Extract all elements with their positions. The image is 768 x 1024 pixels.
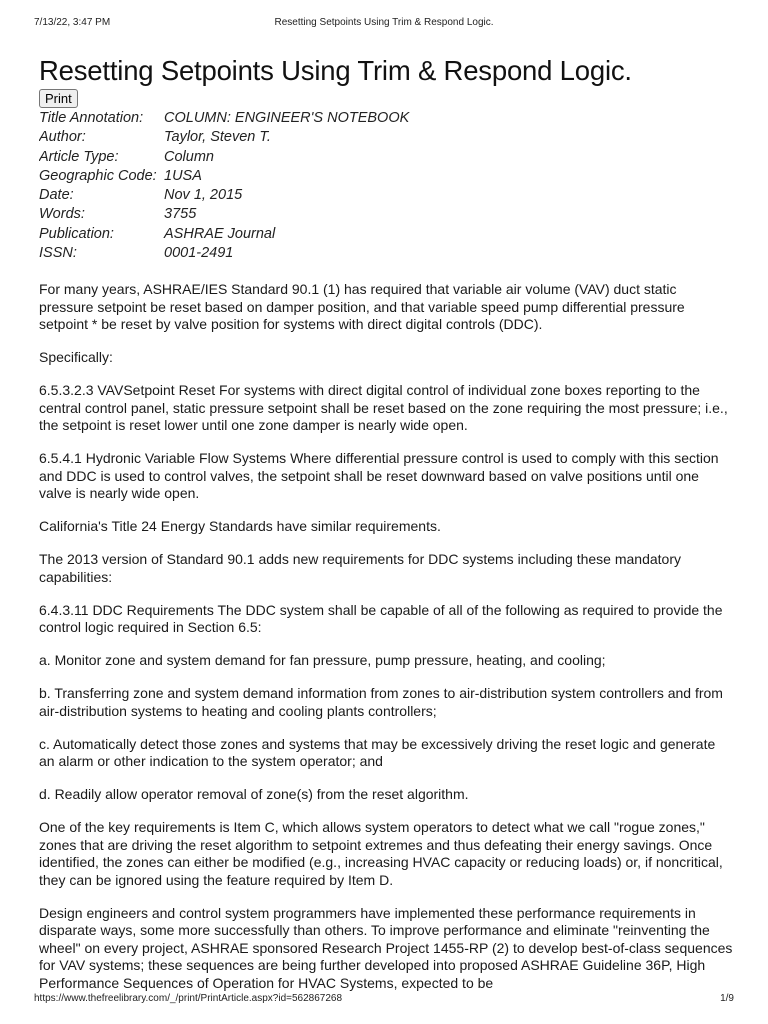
article-body <box>39 281 733 992</box>
paragraph: a. Monitor zone and system demand for fan pressure, pump pressure, heating, and cooling; <box>39 652 606 669</box>
paragraph: 6.5.4.1 Hydronic Variable Flow Systems Where differential pressure control is used to comply with this section and DDC is used to control valves, the setpoint shall be reset downward based on valve positions until one valve is nearly wide open. <box>39 450 719 502</box>
paragraph: c. Automatically detect those zones and systems that may be excessively driving the reset logic and generate an alarm or other indication to the system operator; and <box>39 735 716 770</box>
meta-row-words <box>39 205 733 224</box>
paragraph: One of the key requirements is Item C, which allows system operators to detect what we call "rogue zones," zones that are driving the reset algorithm to setpoint extremes and thus defeating their energy savings. Once identified, the zones can either be modified (e.g., increasing HVAC capacity or reducing loads) or, if noncritical, they can be ignored using the feature required by Item D. <box>39 819 723 888</box>
article-title: Resetting Setpoints Using Trim & Respond Logic. <box>39 55 632 86</box>
paragraph: Specifically: <box>39 349 113 366</box>
print-header <box>34 17 734 31</box>
meta-label: Author: <box>39 129 86 146</box>
paragraph: For many years, ASHRAE/IES Standard 90.1 (1) has required that variable air volume (VAV) duct static pressure setpoint be reset based on damper position, and that variable speed pump differential pressure setpoint * be reset by valve position for systems with direct digital controls (DDC). <box>39 281 685 333</box>
meta-row-geographic-code <box>39 167 733 186</box>
meta-row-publication <box>39 225 733 244</box>
meta-value: Column <box>164 148 214 165</box>
meta-label: Date: <box>39 187 74 204</box>
meta-value: COLUMN: ENGINEER'S NOTEBOOK <box>164 110 410 126</box>
paragraph: b. Transferring zone and system demand information from zones to air-distribution system controllers and from air-distribution systems to heating and cooling plants controllers; <box>39 685 723 719</box>
article-metadata <box>39 109 733 263</box>
article-content <box>39 54 733 992</box>
meta-row-author <box>39 128 733 147</box>
print-page-title: Resetting Setpoints Using Trim & Respond Logic. <box>274 17 494 28</box>
paragraph: Design engineers and control system programmers have implemented these performance requirements in disparate ways, some more successfully than others. To improve performance and eliminate "reinventing the wheel" on every project, ASHRAE sponsored Research Project 1455-RP (2) to develop best-of-class sequences for VAV systems; these sequences are being further developed into proposed ASHRAE Guideline 36P, High Performance Sequences of Operation for HVAC Systems, expected to be <box>39 904 733 991</box>
meta-label: ISSN: <box>39 245 77 262</box>
paragraph: The 2013 version of Standard 90.1 adds new requirements for DDC systems including these mandatory capabilities: <box>39 551 682 585</box>
meta-value: 1USA <box>164 167 202 184</box>
print-url: https://www.thefreelibrary.com/_/print/PrintArticle.aspx?id=562867268 <box>34 993 343 1004</box>
meta-value: Nov 1, 2015 <box>164 187 243 204</box>
paragraph: d. Readily allow operator removal of zone(s) from the reset algorithm. <box>39 786 469 803</box>
meta-value: 3755 <box>164 206 197 223</box>
meta-label: Article Type: <box>39 148 119 165</box>
meta-value: ASHRAE Journal <box>164 225 276 242</box>
print-footer <box>34 993 734 1007</box>
meta-row-issn <box>39 244 733 263</box>
paragraph: California's Title 24 Energy Standards have similar requirements. <box>39 518 441 535</box>
meta-row-title-annotation <box>39 109 733 128</box>
meta-row-article-type <box>39 148 733 167</box>
print-page-number: 1/9 <box>720 993 734 1004</box>
meta-label: Publication: <box>39 225 114 242</box>
paragraph: 6.5.3.2.3 VAVSetpoint Reset For systems with direct digital control of individual zone boxes reporting to the central control panel, static pressure setpoint shall be reset based on the zone requiring the most pressure; i.e., the setpoint is reset lower until one zone damper is nearly wide open. <box>39 382 728 434</box>
meta-value: 0001-2491 <box>164 245 234 262</box>
meta-label: Geographic Code: <box>39 167 157 184</box>
meta-label: Words: <box>39 206 85 223</box>
print-button[interactable]: Print <box>39 89 78 108</box>
meta-value: Taylor, Steven T. <box>164 129 271 146</box>
paragraph: 6.4.3.11 DDC Requirements The DDC system shall be capable of all of the following as required to provide the control logic required in Section 6.5: <box>39 601 723 636</box>
print-datetime: 7/13/22, 3:47 PM <box>34 17 111 28</box>
meta-label: Title Annotation: <box>39 110 144 126</box>
meta-row-date <box>39 186 733 205</box>
